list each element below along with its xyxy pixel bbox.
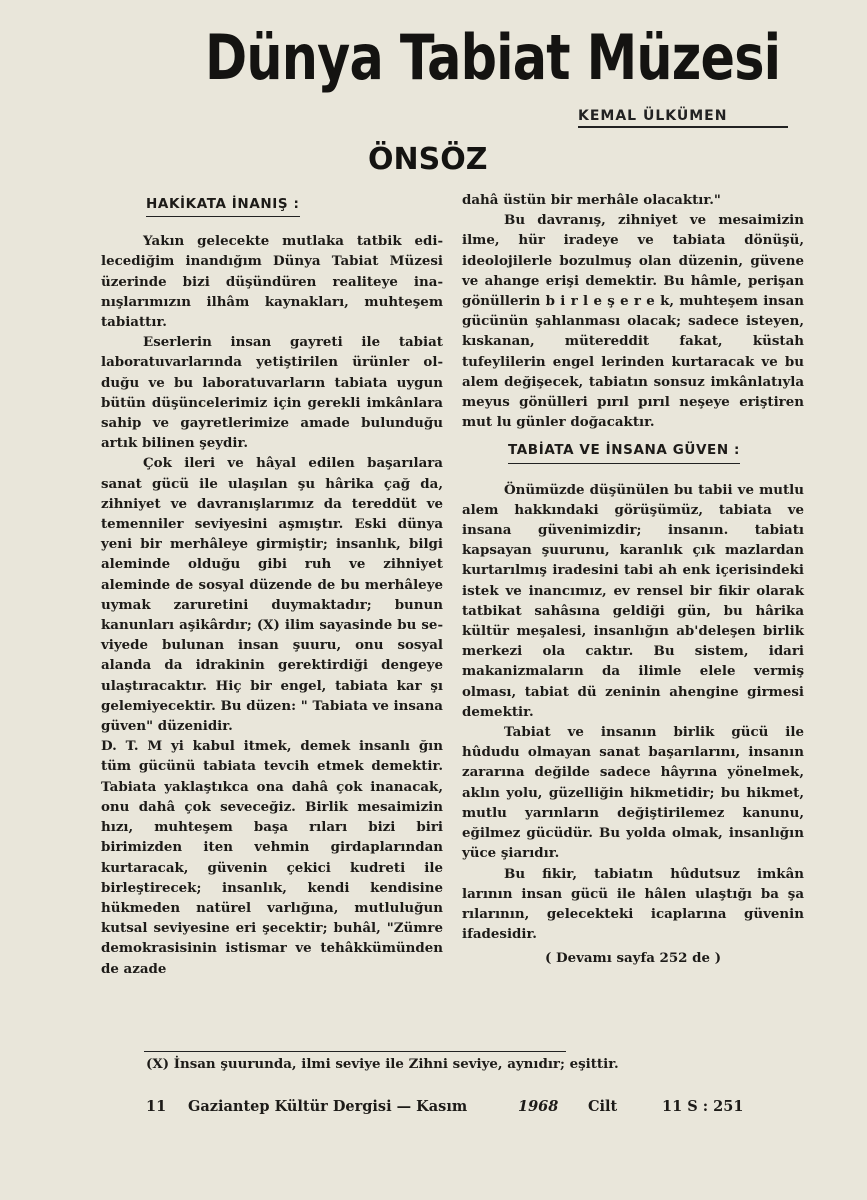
page-reference: 11 S : 251 [662, 1098, 744, 1115]
footnote: (X) İnsan şuurunda, ilmi seviye ile Zihni seviye, aynıdır; eşittir. [146, 1056, 619, 1072]
left-heading: HAKİKATA İNANIŞ : [146, 194, 300, 217]
right-paragraph-5: Bu fikir, tabiatın hûdutsuz imkân larının insan gücü ile hâlen ulaştığı ba şa rılarının, gelecekteki icaplarına güvenin ifadesidir. [462, 865, 804, 943]
magazine-title: Dünya Tabiat Müzesi [205, 21, 781, 94]
right-paragraph-4: Tabiat ve insanın birlik gücü ile hûdudu olmayan sanat başarılarını, insanın zararına değilde sadece hâyrına yönelmek, aklın yolu, güzelliğin hikmetidir; bu hikmet, mutlu yarınların değiştirilemez kanunu, eğilmez gücüdür. Bu yolda olmak, insanlığın yüce şiarıdır. [462, 724, 804, 862]
year: 1968 [518, 1098, 559, 1115]
journal-name: Gaziantep Kültür Dergisi — Kasım [188, 1098, 468, 1115]
right-paragraph-3: Önümüzde düşünülen bu tabii ve mutlu alem hakkındaki görüşümüz, tabiata ve insana güvenimizdir; insanın. tabiatı kapsayan şuurunu, karanlık çık mazlardan kurtarılmış iradesini tabi ah enk içerisindeki istek ve inancımız, ev rensel bir fikir olarak tatbikat sahâsına geldiği gün, bu hârika kültür meşalesi, insanlığın ab'deleşen birlik merkezi ola caktır. Bu sistem, idari makanizmaların da ilimle elele vermiş olması, tabiat dü zeninin ahengine girmesi demektir. [462, 481, 804, 720]
left-paragraph-3: Çok ileri ve hâyal edilen başarılara sanat gücü ile ulaşılan şu hârika çağ da, zihniyet ve davranışlarımız da tereddüt ve temenniler seviyesini aşmıştır. Eski dünya yeni bir merhâleye girmiştir; insanlık, bilgi aleminde olduğu gibi ruh ve zihniyet aleminde de sosyal düzende de bu merhâleye uymak zaruretini duymaktadır; bunun kanunları aşikârdır; (X) ilim sayasinde bu seviyede bulunan insan şuuru, onu sosyal alanda da idrakinin gerektirdiği dengeye ulaştıracaktır. Hiç bir engel, tabiata kar şı gelemiyecektir. Bu düzen: " Tabiata ve insana güven" düzenidir. [101, 455, 443, 735]
right-heading: TABİATA VE İNSANA GÜVEN : [508, 440, 740, 463]
right-paragraph-2: Bu davranış, zihniyet ve mesaimizin ilme, hür iradeye ve tabiata dönüşü, ideolojilerle bozulmuş olan düzenin, güvene ve ahange erişi demektir. Bu hâmle, perişan gönüllerin b i r l e ş e r e k, muhteşem insan gücünün şahlanması olacak; sadece isteyen, kıskanan, mütereddit fakat, küstah tufeylilerin engel lerinden kurtaracak ve bu alem değişecek, tabiatın sonsuz imkânlatıyla meyus gönülleri pırıl pırıl neşeye eriştiren mut lu günler doğacaktır. [462, 212, 804, 431]
right-paragraph-1: dahâ üstün bir merhâle olacaktır." [462, 192, 721, 208]
section-title: ÖNSÖZ [368, 142, 488, 177]
left-paragraph-2: Eserlerin insan gayreti ile tabiat laboratuvarlarında yetiştirilen ürünler olduğu ve bu laboratuvarların tabiata uygun bütün düşüncelerimiz için gerekli imkânlara sahip ve gayretlerimize amade bulunduğu artık bilinen şeydir. [101, 334, 443, 452]
left-paragraph-1: Yakın gelecekte mutlaka tatbik edilecediğim inandığım Dünya Tabiat Müzesi üzerinde bizi düşündüren realiteye inanışlarımızın ilhâm kaynakları, muhteşem tabiattır. [101, 233, 443, 331]
footnote-divider [144, 1051, 566, 1052]
volume-label: Cilt [588, 1098, 618, 1115]
author-name: KEMAL ÜLKÜMEN [578, 108, 788, 128]
issue-number: 11 [146, 1098, 167, 1115]
left-paragraph-4: D. T. M yi kabul itmek, demek insanlı ğın tüm gücünü tabiata tevcih etmek demektir. Tabiata yaklaştıkca ona dahâ çok inanacak, onu dahâ çok seveceğiz. Birlik mesaimizin hızı, muhteşem başa rıları bizi biri birimizden iten vehmin girdaplarından kurtaracak, güvenin çekici kudreti ile birleştirecek; insanlık, kendi kendisine hükmeden natürel varlığına, mutluluğun kutsal seviyesine eri şecektir; buhâl, "Zümre demokrasisinin istismar ve tehâkkümünden de azade [101, 738, 443, 977]
continued-note: ( Devamı sayfa 252 de ) [544, 950, 722, 967]
left-column [101, 190, 443, 979]
right-column [462, 190, 804, 969]
